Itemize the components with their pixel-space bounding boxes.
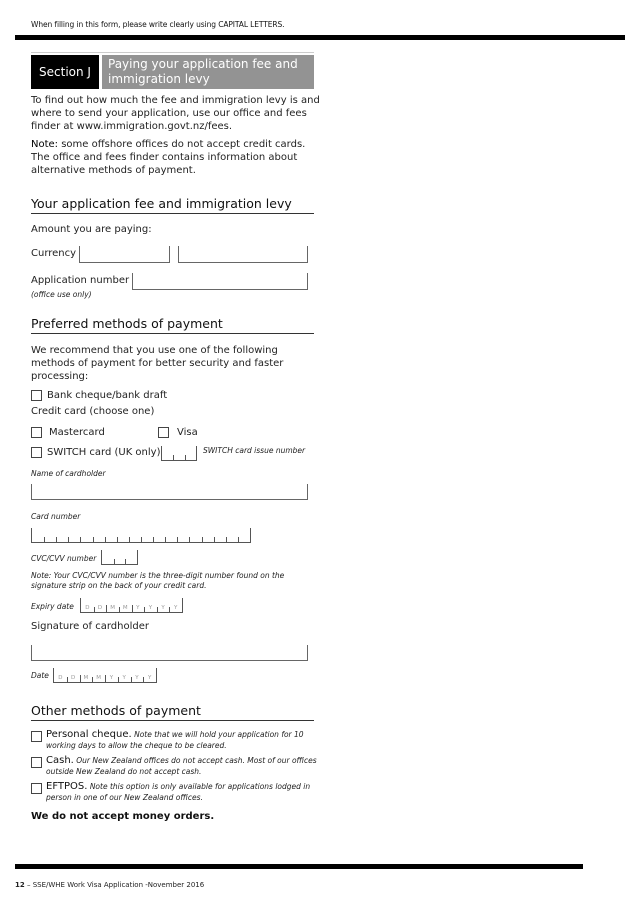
cvc-input[interactable]	[101, 550, 138, 565]
credit-card-label: Credit card (choose one)	[31, 406, 155, 417]
switch-issue-number-label: SWITCH card issue number	[203, 446, 306, 455]
personal-cheque-label: Personal cheque.	[46, 729, 132, 740]
amount-label: Amount you are paying:	[31, 224, 152, 235]
section-title: Paying your application fee and immigration levy	[102, 55, 314, 89]
cash-label: Cash.	[46, 755, 74, 766]
expiry-date-label: Expiry date	[31, 602, 74, 611]
money-orders-note: We do not accept money orders.	[31, 811, 215, 822]
capital-letters-instruction: When filling in this form, please write clearly using CAPITAL LETTERS.	[31, 20, 285, 29]
expiry-year-2: Y	[144, 598, 157, 612]
cardholder-name-label: Name of cardholder	[31, 469, 106, 478]
page-number: 12	[15, 881, 25, 889]
section-intro: To find out how much the fee and immigration levy is and where to send your application, use our office and fees finder at www.immigration.govt.nz/fees.	[31, 95, 320, 133]
note-label: Note:	[31, 139, 59, 150]
eftpos-label: EFTPOS.	[46, 781, 88, 792]
bank-cheque-label: Bank cheque/bank draft	[47, 390, 168, 401]
personal-cheque-note: Note that we will hold your application for 10 working days to allow the cheque to be cleared.	[46, 730, 304, 750]
personal-cheque-checkbox[interactable]	[31, 731, 42, 742]
currency-label: Currency	[31, 248, 77, 259]
personal-cheque-text	[46, 730, 321, 751]
date-label: Date	[31, 671, 49, 680]
eftpos-checkbox[interactable]	[31, 783, 42, 794]
signature-label: Signature of cardholder	[31, 621, 149, 632]
expiry-year-1: Y	[132, 598, 145, 612]
date-day-2: D	[67, 668, 80, 682]
fee-heading: Your application fee and immigration levy	[31, 196, 314, 214]
footer-text: – SSE/WHE Work Visa Application -November 2016	[24, 881, 205, 889]
cash-note: Our New Zealand offices do not accept cash. Most of our offices outside New Zealand do not accept cash.	[46, 756, 317, 776]
switch-label: SWITCH card (UK only)	[47, 447, 161, 458]
card-number-input[interactable]	[31, 528, 251, 543]
expiry-year-4: Y	[169, 598, 182, 612]
preferred-methods-intro: We recommend that you use one of the following methods of payment for better security and faster processing:	[31, 345, 284, 383]
top-divider	[15, 35, 625, 40]
cvc-note: Note: Your CVC/CVV number is the three-digit number found on the signature strip on the back of your credit card.	[31, 571, 285, 590]
bank-cheque-checkbox[interactable]	[31, 390, 42, 401]
cash-checkbox[interactable]	[31, 757, 42, 768]
date-year-3: Y	[131, 668, 144, 682]
cvc-label: CVC/CVV number	[31, 554, 97, 563]
bottom-divider	[15, 864, 583, 869]
expiry-day-2: D	[94, 598, 107, 612]
cash-text	[46, 756, 321, 777]
section-id-badge: Section J	[31, 55, 99, 89]
date-month-2: M	[92, 668, 105, 682]
eftpos-note: Note this option is only available for applications lodged in person in one of our New Zealand offices.	[46, 782, 311, 802]
application-number-label: Application number	[31, 275, 130, 286]
switch-issue-number-input[interactable]	[161, 446, 197, 461]
mastercard-checkbox[interactable]	[31, 427, 42, 438]
mastercard-label: Mastercard	[49, 427, 105, 438]
cardholder-name-input[interactable]	[31, 484, 308, 500]
preferred-methods-heading: Preferred methods of payment	[31, 316, 314, 334]
amount-input[interactable]	[178, 246, 308, 263]
office-use-only-note: (office use only)	[31, 290, 92, 299]
card-number-label: Card number	[31, 512, 81, 521]
expiry-month-1: M	[106, 598, 119, 612]
date-input[interactable]	[53, 668, 157, 683]
date-year-2: Y	[118, 668, 131, 682]
section-header	[31, 52, 314, 88]
other-methods-heading: Other methods of payment	[31, 703, 314, 721]
expiry-day-1: D	[85, 605, 90, 611]
expiry-date-input[interactable]	[80, 598, 183, 613]
date-year-1: Y	[105, 668, 118, 682]
page-footer	[15, 881, 204, 889]
date-day-1: D	[58, 675, 63, 681]
date-year-4: Y	[143, 668, 156, 682]
date-month-1: M	[80, 668, 93, 682]
expiry-month-2: M	[119, 598, 132, 612]
expiry-year-3: Y	[157, 598, 170, 612]
visa-checkbox[interactable]	[158, 427, 169, 438]
section-note	[31, 138, 321, 178]
signature-input[interactable]	[31, 645, 308, 661]
eftpos-text	[46, 782, 321, 803]
visa-label: Visa	[177, 427, 198, 438]
application-number-input[interactable]	[132, 273, 308, 290]
switch-checkbox[interactable]	[31, 447, 42, 458]
note-text: some offshore offices do not accept credit cards. The office and fees finder contains information about alternative methods of payment.	[31, 139, 306, 177]
currency-input[interactable]	[79, 246, 170, 263]
